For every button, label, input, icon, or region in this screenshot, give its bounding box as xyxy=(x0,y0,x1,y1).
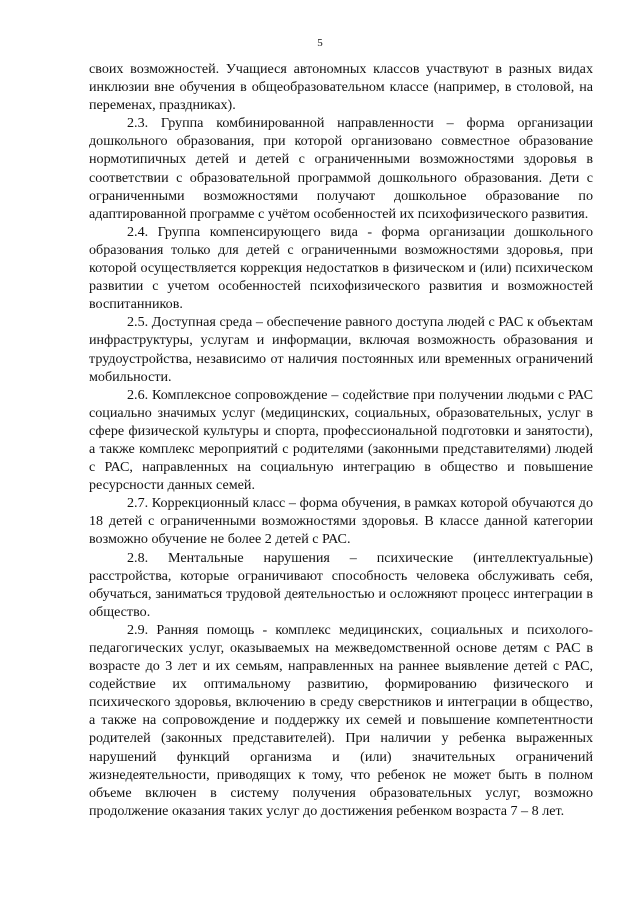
paragraph-2-3: 2.3. Группа комбинированной направленности – форма организации дошкольного образования, при которой организовано совместное образование нормотипичных детей и детей с ограниченными возможностями здоровья в соответствии с образовательной программой дошкольного образования. Дети с ограниченными возможностями получают дошкольное образование по адаптированной программе с учётом особенностей их психофизического развития. xyxy=(89,115,593,222)
page-number: 5 xyxy=(317,37,323,49)
paragraph-2-7: 2.7. Коррекционный класс – форма обучения, в рамках которой обучаются до 18 детей с ограниченными возможностями здоровья. В классе данной категории возможно обучение не более 2 детей с РАС. xyxy=(89,495,593,548)
paragraph-2-6: 2.6. Комплексное сопровождение – содействие при получении людьми с РАС социально значимых услуг (медицинских, социальных, образовательных, услуг в сфере физической культуры и спорта, профессиональной подготовки и занятости), а также комплекс мероприятий с родителями (законными представителями) людей с РАС, направленных на социальную интеграцию в общество и повышение ресурсности данных семей. xyxy=(89,386,593,494)
document-body xyxy=(89,60,593,820)
paragraph-2-4: 2.4. Группа компенсирующего вида - форма организации дошкольного образования только для детей с ограниченными возможностями здоровья, при которой осуществляется коррекция недостатков в физическом и (или) психическом развитии с учетом особенностей психофизического развития и возможностей воспитанников. xyxy=(89,223,593,313)
paragraph-2-8: 2.8. Ментальные нарушения – психические (интеллектуальные) расстройства, которые ограничивают способность человека обслуживать себя, обучаться, заниматься трудовой деятельностью и осложняют процесс интеграции в общество. xyxy=(89,549,593,620)
paragraph-continuation: своих возможностей. Учащиеся автономных классов участвуют в разных видах инклюзии вне обучения в общеобразовательном классе (например, в столовой, на переменах, праздниках). xyxy=(89,61,593,114)
paragraph-2-9: 2.9. Ранняя помощь - комплекс медицинских, социальных и психолого-педагогических услуг, оказываемых на межведомственной основе детям с РАС в возрасте до 3 лет и их семьям, направленных на раннее выявление детей с РАС, содействие их оптимальному развитию, формированию физического и психического здоровья, включению в среду сверстников и интеграции в общество, а также на сопровождение и поддержку их семей и повышение компетентности родителей (законных представителей). При наличии у ребенка выраженных нарушений функций организма и (или) значительных ограничений жизнедеятельности, приводящих к тому, что ребенок не может быть в полном объеме включен в систему получения образовательных услуг, возможно продолжение оказания таких услуг до достижения ребенком возраста 7 – 8 лет. xyxy=(89,621,593,819)
paragraph-2-5: 2.5. Доступная среда – обеспечение равного доступа людей с РАС к объектам инфраструктуры, услугам и информации, включая возможность образования и трудоустройства, независимо от наличия постоянных или временных ограничений мобильности. xyxy=(89,314,593,385)
